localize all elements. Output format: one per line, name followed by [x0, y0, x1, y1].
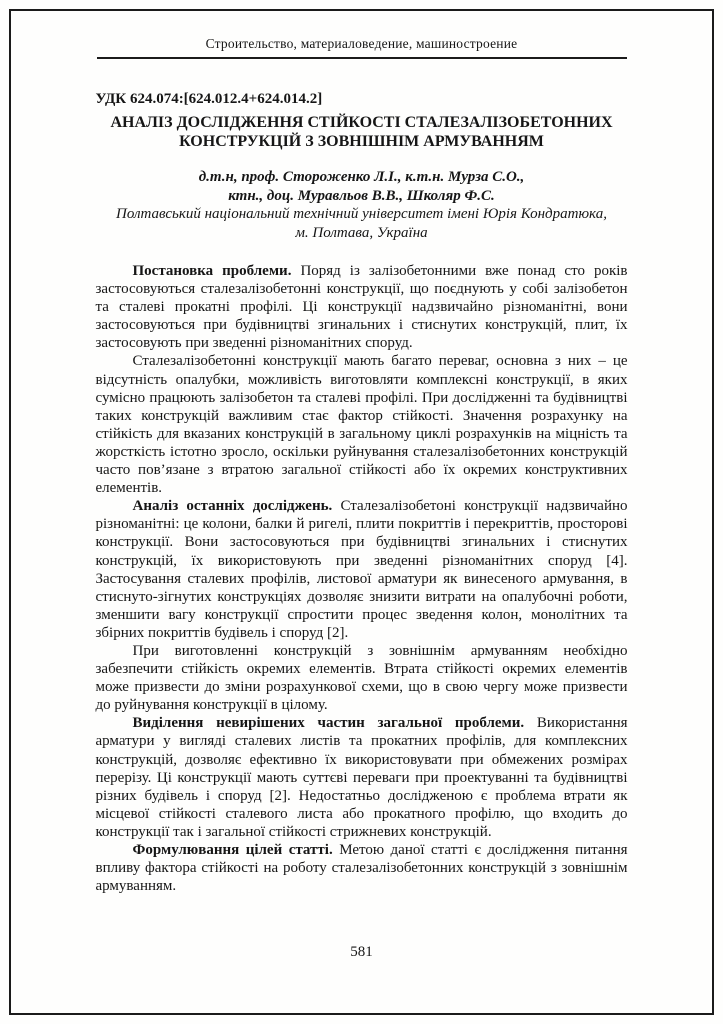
paragraph-text: Поряд із залізобетонними вже понад сто років застосовуються сталезалізобетонні конструкції, що поєднують у собі залізобетон та сталеві прокатні профілі. Ці конструкції надзвичайно різноманітні, вони застосовуються при будівництві згинальних і стиснутих конструкцій, плит, їх застосовують при зведенні різноманітних споруд. [95, 263, 628, 352]
paragraph-text: Сталезалізобетоні конструкції надзвичайно різноманітні: це колони, балки й ригелі, плити покриттів і перекриттів, просторові конструкції. Вони застосовуються при будівництві згинальних і стиснутих конструкцій, їх використовують при зведенні різноманітних споруд [4]. Застосування сталевих профілів, листової арматури як винесеного армування, в стиснуто-зігнутих конструкціях дозволяє знизити витрати на опалубочні роботи, зменшити вагу конструкції спростити процес зведення колон, монолітних та збірних покриттів будівель і споруд [2]. [95, 498, 628, 641]
authors-line-2: ктн., доц. Муравльов В.В., Школяр Ф.С. [228, 187, 495, 204]
affiliation-line-2: м. Полтава, Україна [295, 224, 428, 241]
running-head [97, 0, 627, 59]
page-number: 581 [350, 944, 373, 960]
authors-block [96, 168, 628, 205]
paragraph [96, 642, 628, 714]
paragraph-text: Використання арматури у вигляді сталевих листів та прокатних профілів, для комплексних конструкцій, дозволяє ефективно їх використовувати при обмежених розмірах перерізу. Ці конструкції мають суттєві переваги при проектуванні та будівництві різних будівель і споруд [2]. Недостатньо дослідженою є проблема втрати як місцевої стійкості сталевого листа або прокатного профілю, що входить до конструкції так і загальної стійкості стрижневих конструкцій. [95, 715, 628, 840]
paragraph-text: При виготовленні конструкцій з зовнішнім армуванням необхідно забезпечити стійкість окремих елементів. Втрата стійкості окремих елементів може призвести до зміни розрахункової схеми, що в свою чергу може призвести до руйнування конструкції в цілому. [95, 642, 628, 714]
paragraph-text: Метою даної статті є дослідження питання впливу фактора стійкості на роботу сталезалізобетонних конструкцій з зовнішнім армуванням. [95, 842, 628, 895]
article-content [96, 91, 628, 895]
running-head-text: Строительство, материаловедение, машиностроение [97, 36, 627, 59]
paragraph-lead: Формулювання цілей статті. [132, 842, 333, 858]
paragraph [96, 714, 628, 841]
affiliation-line-1: Полтавський національний технічний університет імені Юрія Кондратюка, [116, 206, 607, 222]
udc-code: УДК 624.074:[624.012.4+624.014.2] [95, 91, 323, 107]
authors-line-1: д.т.н, проф. Стороженко Л.І., к.т.н. Мурза С.О., [198, 169, 525, 185]
paragraph [96, 262, 628, 352]
paragraph [96, 497, 628, 642]
paragraph [96, 841, 628, 895]
article-title: АНАЛІЗ ДОСЛІДЖЕННЯ СТІЙКОСТІ СТАЛЕЗАЛІЗОБЕТОННИХ КОНСТРУКЦІЙ З ЗОВНІШНІМ АРМУВАННЯМ [110, 114, 613, 150]
paragraph-lead: Аналіз останніх досліджень. [132, 498, 333, 515]
paragraph-lead: Постановка проблеми. [132, 263, 292, 279]
affiliation-block [96, 205, 628, 242]
paragraph-lead: Виділення невирішених частин загальної проблеми. [132, 715, 525, 732]
paragraph-text: Сталезалізобетонні конструкції мають багато переваг, основна з них – це відсутність опалубки, можливість виготовляти комплексні конструкції, в яких сумісно працюють залізобетон та сталеві профілі. При дослідженні та будівництві таких конструкцій важливим стає фактор стійкості. Значення розрахунку на стійкість для вказаних конструкцій в загальному циклі розрахунків на міцність та жорсткість істотно зросло, оскільки руйнування сталезалізобетонних конструкцій часто пов’язане з втратою загальної стійкості або їх окремих конструктивних елементів. [95, 353, 628, 497]
article-body [96, 262, 628, 895]
paragraph [96, 352, 628, 497]
